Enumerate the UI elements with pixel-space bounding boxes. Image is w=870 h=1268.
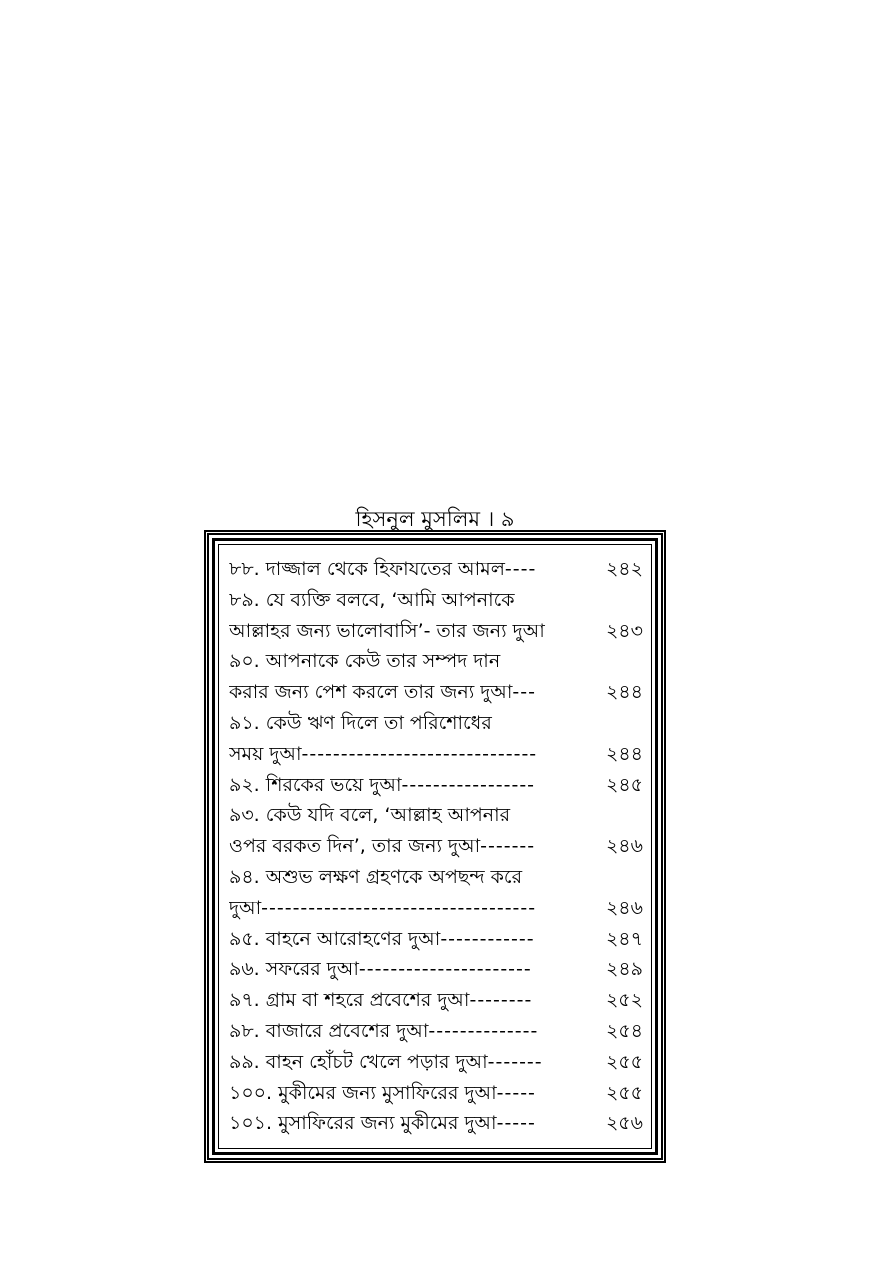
toc-leader: ------------ [440, 927, 535, 950]
toc-line [229, 1078, 643, 1109]
toc-frame-content [218, 544, 652, 1149]
toc-page-number: ২৪৭ [605, 927, 643, 950]
toc-line [229, 616, 643, 647]
toc-entry-text: ওপর বরকত দিন’, তার জন্য দুআ [229, 835, 481, 858]
toc-leader: ---- [504, 558, 537, 580]
toc-entry-text: ১০০. মুকীমের জন্য মুসাফিরের দুআ [229, 1081, 497, 1104]
toc-page-number: ২৪৪ [605, 681, 643, 704]
toc-page-number: ২৪৬ [605, 835, 643, 858]
toc-entry-text: ৯৪. অশুভ লক্ষণ গ্রহণকে অপছন্দ করে [229, 865, 523, 888]
toc-entry-text: ৯৭. গ্রাম বা শহরে প্রবেশের দুআ [229, 989, 470, 1012]
toc-line [229, 1016, 643, 1047]
toc-leader: ---------------------- [358, 958, 532, 981]
toc-entry-text: ৯৫. বাহনে আরোহণের দুআ [229, 927, 441, 950]
toc-page-number: ২৫৬ [605, 1112, 643, 1135]
toc-leader: ----------------- [401, 773, 536, 796]
toc-page-number: ২৪৬ [605, 896, 643, 919]
toc-entry-text: ৯১. কেউ ঋণ দিলে তা পরিশোধের [229, 711, 492, 734]
toc-page-number: ২৪৫ [605, 773, 643, 796]
toc-line [229, 1047, 643, 1078]
toc-line [229, 954, 643, 985]
toc-page-number: ২৪২ [605, 558, 643, 580]
toc-page-number: ২৪৪ [605, 742, 643, 765]
toc-page-number: ২৪৯ [605, 958, 643, 981]
toc-page-number: ২৪৩ [605, 619, 643, 642]
toc-leader: ----- [496, 1112, 536, 1135]
toc-leader: ----- [496, 1081, 536, 1104]
toc-entry-text: ১০১. মুসাফিরের জন্য মুকীমের দুআ [229, 1112, 497, 1135]
toc-line [229, 739, 643, 770]
toc-line [229, 677, 643, 708]
toc-line [229, 554, 643, 585]
toc-entry-text: করার জন্য পেশ করলে তার জন্য দুআ [229, 681, 513, 704]
toc-leader: ------- [487, 1050, 543, 1073]
running-header: হিসনুল মুসলিম । ৯ [355, 507, 515, 531]
toc-page-number: ২৫২ [605, 989, 643, 1012]
toc-entry-text: ৯২. শিরকের ভয়ে দুআ [229, 773, 402, 796]
toc-line [229, 893, 643, 924]
toc-line [229, 831, 643, 862]
toc-entry-text: আল্লাহর জন্য ভালোবাসি’- তার জন্য দুআ [229, 619, 545, 642]
toc-entry-text: ৯৩. কেউ যদি বলে, ‘আল্লাহ আপনার [229, 804, 511, 827]
toc-line [229, 800, 643, 831]
toc-leader: ----------------------------------- [261, 896, 537, 919]
toc-frame [204, 530, 666, 1163]
toc-entry-text: ৯৬. সফরের দুআ [229, 958, 359, 981]
toc-line [229, 985, 643, 1016]
toc-line [229, 770, 643, 801]
toc-line [229, 708, 643, 739]
toc-page-number: ২৫৫ [605, 1081, 643, 1104]
toc-entry-text: ৯৯. বাহন হোঁচট খেলে পড়ার দুআ [229, 1050, 488, 1073]
toc-leader: -------- [469, 989, 533, 1012]
toc-leader: ------------------------------ [301, 742, 538, 765]
toc-line [229, 1108, 643, 1139]
toc-frame-inner [212, 538, 658, 1155]
toc-entry-text: সময় দুআ [229, 742, 302, 765]
toc-page-number: ২৫৪ [605, 1019, 643, 1042]
toc-entry-text: দুআ [229, 896, 262, 919]
toc-line [229, 924, 643, 955]
toc-page-number: ২৫৫ [605, 1050, 643, 1073]
toc-leader: ------- [480, 835, 536, 858]
toc-entry-text: ৮৮. দাজ্জাল থেকে হিফাযতের আমল [229, 558, 505, 580]
toc-leader: --- [512, 681, 536, 704]
toc-entry-text: ৮৯. যে ব্যক্তি বলবে, ‘আমি আপনাকে [229, 588, 515, 611]
toc-entry-text: ৯৮. বাজারে প্রবেশের দুআ [229, 1019, 429, 1042]
toc-line [229, 585, 643, 616]
toc-leader: -------------- [428, 1019, 539, 1042]
toc-line [229, 646, 643, 677]
toc-list [229, 554, 643, 1139]
toc-line [229, 862, 643, 893]
toc-entry-text: ৯০. আপনাকে কেউ তার সম্পদ দান [229, 650, 501, 673]
